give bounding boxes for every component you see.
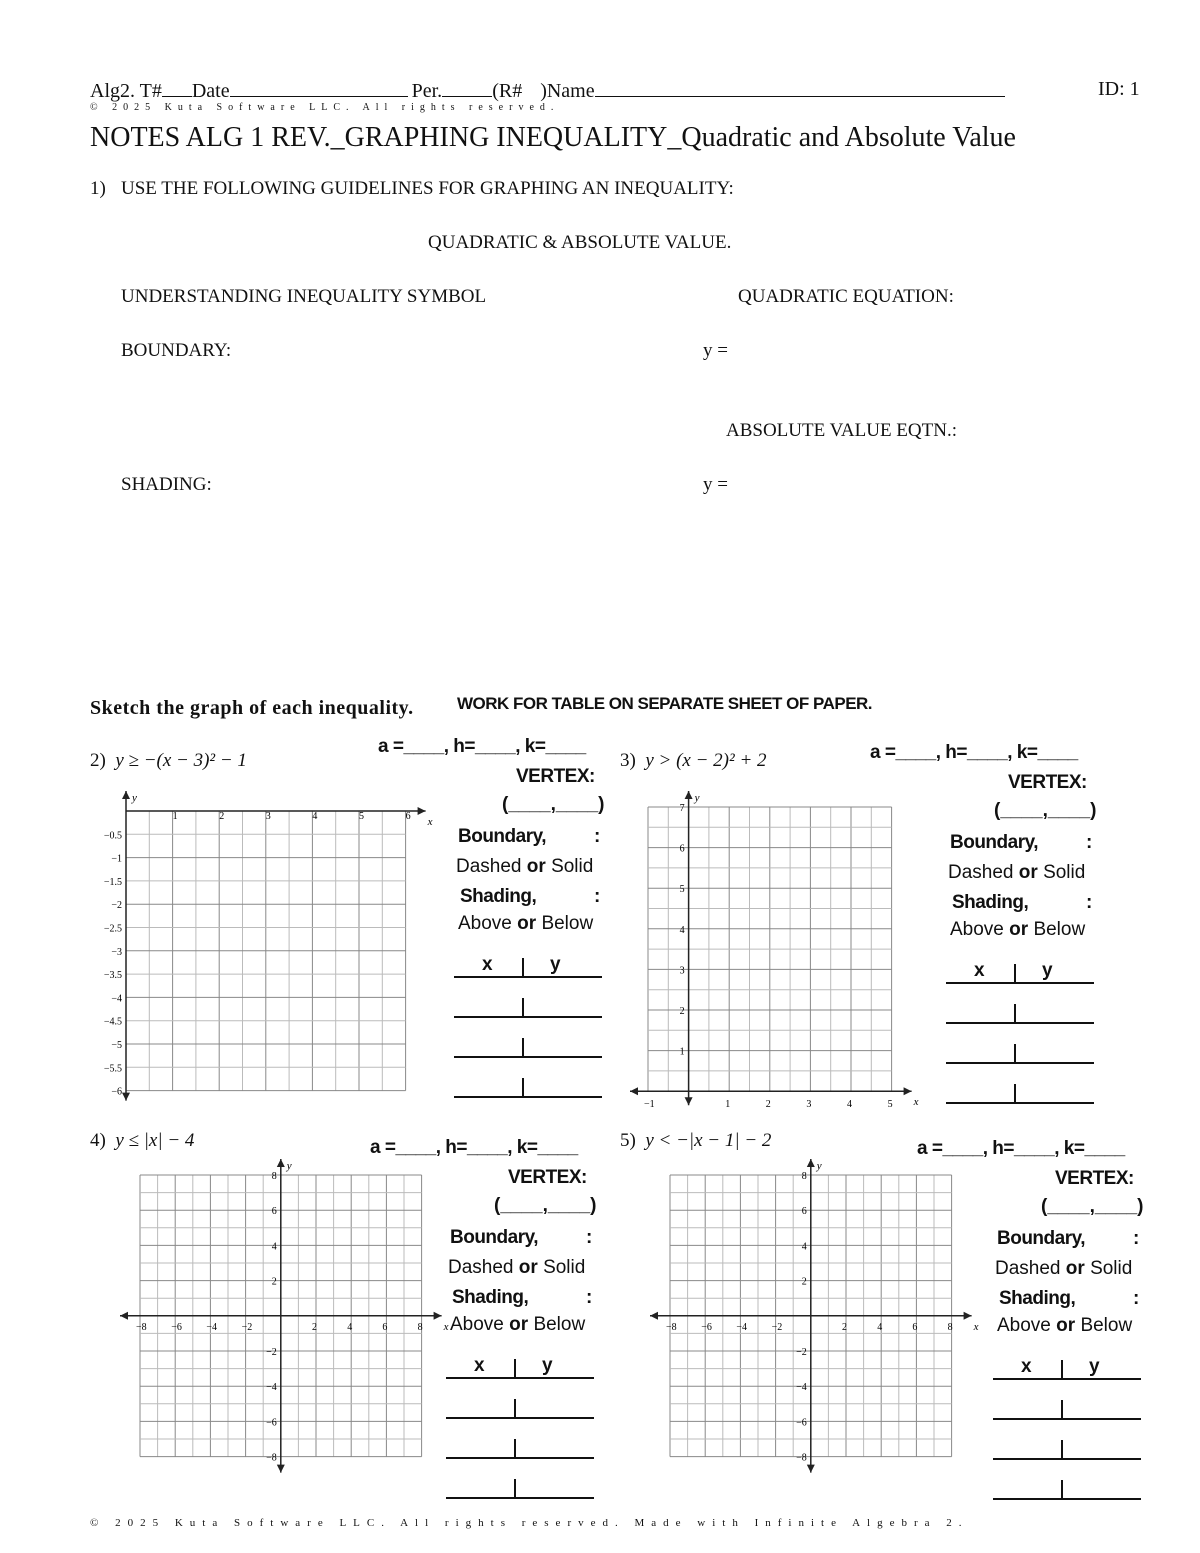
graph-problem-2[interactable] [100,785,440,1115]
y-tick-label: −3.5 [103,970,122,982]
below-option[interactable]: Below [533,1314,586,1335]
y-tick-label: −2 [266,1347,277,1358]
y-tick-label: −1.5 [103,876,122,888]
x-tick-label: 1 [725,1099,731,1111]
x-tick-label: 6 [382,1321,388,1333]
y-tick-label: 7 [679,803,685,814]
y-tick-label: 8 [271,1171,277,1182]
period-field[interactable] [442,78,492,97]
table-divider [522,998,524,1018]
problem-2 [90,750,247,772]
y-tick-label: −4 [111,993,122,1005]
y-tick-label: 2 [801,1276,807,1288]
or-label: or [1009,919,1029,940]
table-divider [522,958,524,978]
shading-label: SHADING: [121,474,212,495]
table-divider [514,1439,516,1459]
table-row[interactable] [446,1457,594,1459]
table-divider [1061,1440,1063,1460]
table-x-header: x [482,954,493,975]
y-tick-label: −2.5 [103,923,122,935]
x-tick-label: −4 [206,1321,218,1333]
y-tick-label: −1 [111,853,122,865]
boundary-colon: : [1086,832,1093,853]
y-tick-label: 5 [679,884,685,896]
vertex-blank[interactable]: (____,____) [1041,1196,1144,1217]
graph-problem-5[interactable] [645,1150,980,1480]
quadratic-y-label: y = [703,340,728,361]
y-tick-label: 2 [679,1006,685,1017]
above-option[interactable]: Above [950,919,1004,940]
x-tick-label: −6 [701,1321,712,1333]
table-divider [1061,1480,1063,1500]
table-divider [1014,1084,1016,1104]
y-tick-label: −4 [796,1382,807,1394]
problem-number: 3) [620,750,636,771]
above-option[interactable]: Above [997,1315,1051,1336]
y-tick-label: 4 [679,924,685,936]
y-tick-label: −2 [111,900,122,912]
above-option[interactable]: Above [458,913,512,934]
x-axis-arrow-icon [120,1312,128,1320]
y-tick-label: −2 [796,1347,807,1358]
boundary-prompt: Boundary, [458,826,547,847]
y-axis-label: y [694,792,700,804]
x-tick-label: −1 [644,1099,655,1111]
below-option[interactable]: Below [541,913,594,934]
y-tick-label: −4.5 [103,1016,122,1028]
y-tick-label: 1 [679,1046,685,1058]
r-label: (R# [492,80,523,102]
vertex-label: VERTEX: [508,1167,587,1188]
solid-option[interactable]: Solid [1043,862,1086,883]
or-label: or [1065,1258,1085,1279]
y-tick-label: −3 [111,946,122,958]
x-tick-label: 5 [887,1099,893,1111]
table-x-header: x [974,960,985,981]
x-tick-label: 6 [912,1321,918,1333]
y-axis-arrow-icon [807,1465,815,1473]
vertex-blank[interactable]: (____,____) [994,800,1097,821]
table-divider [514,1359,516,1379]
y-axis-arrow-icon [277,1465,285,1473]
xy-table[interactable] [454,954,602,1114]
table-row[interactable] [454,1016,602,1018]
table-divider [522,1078,524,1098]
table-row[interactable] [993,1418,1141,1420]
y-axis-label: y [286,1160,292,1172]
y-tick-label: −8 [266,1452,277,1464]
shading-prompt: Shading, [452,1287,529,1308]
below-option[interactable]: Below [1033,919,1086,940]
q1-text: USE THE FOLLOWING GUIDELINES FOR GRAPHING AN INEQUALITY: [121,178,734,199]
q1-number: 1) [90,178,106,199]
solid-option[interactable]: Solid [1090,1258,1133,1279]
problem-3 [620,750,767,772]
y-axis-label: y [816,1160,822,1172]
graph-problem-4[interactable] [115,1150,450,1480]
period-label: Per. [411,80,443,102]
y-tick-label: 6 [679,843,685,855]
table-row[interactable] [946,1022,1094,1024]
table-row[interactable] [993,1498,1141,1500]
problem-expression: y ≤ |x| − 4 [115,1130,195,1151]
table-y-header: y [550,954,561,975]
quadratic-equation-heading: QUADRATIC EQUATION: [738,286,954,307]
y-tick-label: 4 [801,1241,807,1253]
x-axis-label: x [973,1320,979,1333]
inequality-symbol-heading: UNDERSTANDING INEQUALITY SYMBOL [121,286,487,307]
xy-table[interactable] [446,1355,594,1515]
date-field[interactable] [230,78,408,97]
x-tick-label: 5 [359,811,364,822]
vertex-label: VERTEX: [1055,1168,1134,1189]
table-row[interactable] [946,1102,1094,1104]
table-row[interactable] [946,1062,1094,1064]
x-tick-label: 3 [806,1099,812,1111]
table-y-header: y [542,1355,553,1376]
shading-colon: : [594,886,601,907]
table-row[interactable] [446,1417,594,1419]
x-tick-label: −2 [771,1321,783,1333]
y-tick-label: 6 [271,1206,277,1218]
above-option[interactable]: Above [450,1314,504,1335]
header-line [90,78,1150,103]
x-tick-label: 3 [265,811,271,822]
y-axis-arrow-icon [807,1159,815,1167]
x-tick-label: −4 [736,1321,748,1333]
ahk-blanks[interactable]: a =____, h=____, k=____ [378,736,586,757]
table-divider [1061,1360,1063,1380]
problem-number: 5) [620,1130,636,1151]
dashed-or-solid[interactable] [995,1258,1132,1280]
table-y-header: y [1042,960,1053,981]
table-x-header: x [1021,1356,1032,1377]
table-divider [1014,1004,1016,1024]
xy-table[interactable] [946,960,1094,1120]
q1-subtitle: QUADRATIC & ABSOLUTE VALUE. [428,232,732,253]
table-row[interactable] [454,1056,602,1058]
x-tick-label: −8 [136,1321,147,1333]
y-axis-label: y [132,792,137,804]
sketch-instruction: Sketch the graph of each inequality. [90,697,414,719]
dashed-option[interactable]: Dashed [995,1258,1061,1279]
y-tick-label: −5 [111,1040,122,1051]
x-axis-arrow-icon [630,1087,638,1095]
x-axis-arrow-icon [418,807,426,815]
problem-number: 4) [90,1130,106,1151]
absolute-y-label: y = [703,474,728,495]
table-row [446,1377,594,1379]
table-divider [514,1399,516,1419]
problem-expression: y ≥ −(x − 3)² − 1 [115,750,247,771]
problem-number: 2) [90,750,106,771]
table-row[interactable] [446,1497,594,1499]
work-instruction: WORK FOR TABLE ON SEPARATE SHEET OF PAPER. [457,694,873,713]
boundary-prompt: Boundary, [997,1228,1086,1249]
table-divider [514,1479,516,1499]
y-tick-label: −6 [796,1417,807,1429]
shading-prompt: Shading, [999,1288,1076,1309]
x-tick-label: 4 [847,1099,852,1111]
problem-5 [620,1130,771,1152]
x-tick-label: 2 [312,1321,317,1333]
above-or-below[interactable] [950,919,1085,941]
x-tick-label: 8 [417,1321,423,1333]
vertex-blank[interactable]: (____,____) [502,794,605,815]
shading-colon: : [1133,1288,1140,1309]
below-option[interactable]: Below [1080,1315,1133,1336]
name-field[interactable] [595,78,1005,97]
name-label: )Name [540,80,595,102]
course-label: Alg2. T# [90,80,162,102]
x-axis-arrow-icon [964,1312,972,1320]
page-title: NOTES ALG 1 REV._GRAPHING INEQUALITY_Quadratic and Absolute Value [90,122,1016,153]
vertex-label: VERTEX: [516,766,595,787]
problem-4 [90,1130,194,1152]
copyright-footer: © 2025 Kuta Software LLC. All rights reserved. Made with Infinite Algebra 2. [90,1517,969,1529]
id-label: ID: 1 [1098,78,1140,100]
ahk-blanks[interactable]: a =____, h=____, k=____ [370,1137,578,1158]
above-or-below[interactable] [997,1315,1132,1337]
x-axis-label: x [443,1320,449,1333]
above-or-below[interactable] [458,913,593,935]
y-tick-label: −8 [796,1452,807,1464]
graph-problem-3[interactable] [620,785,920,1115]
or-label: or [1018,862,1038,883]
dashed-or-solid[interactable] [456,856,593,878]
y-tick-label: 4 [271,1241,277,1253]
or-label: or [1056,1315,1076,1336]
dashed-option[interactable]: Dashed [448,1257,514,1278]
table-row[interactable] [454,1096,602,1098]
solid-option[interactable]: Solid [543,1257,586,1278]
y-tick-label: 3 [679,965,685,977]
test-number-field[interactable] [162,78,192,97]
x-tick-label: 4 [347,1321,353,1333]
or-label: or [509,1314,529,1335]
x-tick-label: 4 [877,1321,883,1333]
x-tick-label: −8 [666,1321,677,1333]
above-or-below[interactable] [450,1314,585,1336]
y-tick-label: −4 [266,1382,277,1394]
solid-option[interactable]: Solid [551,856,594,877]
or-label: or [517,913,537,934]
table-row [993,1378,1141,1380]
table-x-header: x [474,1355,485,1376]
boundary-label: BOUNDARY: [121,340,232,361]
absolute-value-heading: ABSOLUTE VALUE EQTN.: [726,420,957,441]
ahk-blanks[interactable]: a =____, h=____, k=____ [870,742,1078,763]
dashed-option[interactable]: Dashed [948,862,1014,883]
y-axis-arrow-icon [122,1093,130,1101]
or-label: or [518,1257,538,1278]
copyright-top: © 2025 Kuta Software LLC. All rights reserved. [90,102,560,113]
y-tick-label: −6 [266,1417,277,1429]
y-tick-label: 8 [801,1171,807,1182]
table-divider [522,1038,524,1058]
y-axis-arrow-icon [277,1159,285,1167]
y-tick-label: 6 [801,1206,807,1218]
x-tick-label: −6 [171,1321,182,1333]
dashed-or-solid[interactable] [448,1257,585,1279]
x-axis-label: x [913,1096,919,1109]
or-label: or [526,856,546,877]
boundary-colon: : [1133,1228,1140,1249]
shading-colon: : [586,1287,593,1308]
shading-prompt: Shading, [952,892,1029,913]
boundary-prompt: Boundary, [450,1227,539,1248]
x-tick-label: 1 [172,811,178,822]
table-row [454,976,602,978]
x-tick-label: −2 [241,1321,253,1333]
y-tick-label: 2 [271,1276,277,1288]
problem-expression: y > (x − 2)² + 2 [645,750,767,771]
table-divider [1014,1044,1016,1064]
y-tick-label: −5.5 [103,1063,122,1075]
x-tick-label: 2 [765,1099,771,1111]
x-tick-label: 2 [219,811,225,822]
x-tick-label: 4 [312,811,318,822]
x-axis-label: x [427,816,433,828]
xy-table[interactable] [993,1356,1141,1516]
x-tick-label: 2 [842,1321,847,1333]
x-axis-arrow-icon [650,1312,658,1320]
x-tick-label: 8 [947,1321,953,1333]
vertex-label: VERTEX: [1008,772,1087,793]
vertex-blank[interactable]: (____,____) [494,1195,597,1216]
y-tick-label: −0.5 [103,830,122,842]
x-axis-arrow-icon [904,1087,912,1095]
y-tick-label: −6 [111,1086,122,1098]
problem-expression: y < −|x − 1| − 2 [645,1130,772,1151]
boundary-colon: : [594,826,601,847]
table-y-header: y [1089,1356,1100,1377]
x-tick-label: 6 [405,811,411,822]
boundary-prompt: Boundary, [950,832,1039,853]
boundary-colon: : [586,1227,593,1248]
ahk-blanks[interactable]: a =____, h=____, k=____ [917,1138,1125,1159]
y-axis-arrow-icon [122,791,130,799]
table-divider [1061,1400,1063,1420]
table-row [946,982,1094,984]
table-row[interactable] [993,1458,1141,1460]
dashed-option[interactable]: Dashed [456,856,522,877]
shading-prompt: Shading, [460,886,537,907]
date-label: Date [191,80,230,102]
shading-colon: : [1086,892,1093,913]
x-axis-arrow-icon [434,1312,442,1320]
dashed-or-solid[interactable] [948,862,1085,884]
table-divider [1014,964,1016,984]
y-axis-arrow-icon [685,791,693,799]
y-axis-arrow-icon [685,1097,693,1105]
